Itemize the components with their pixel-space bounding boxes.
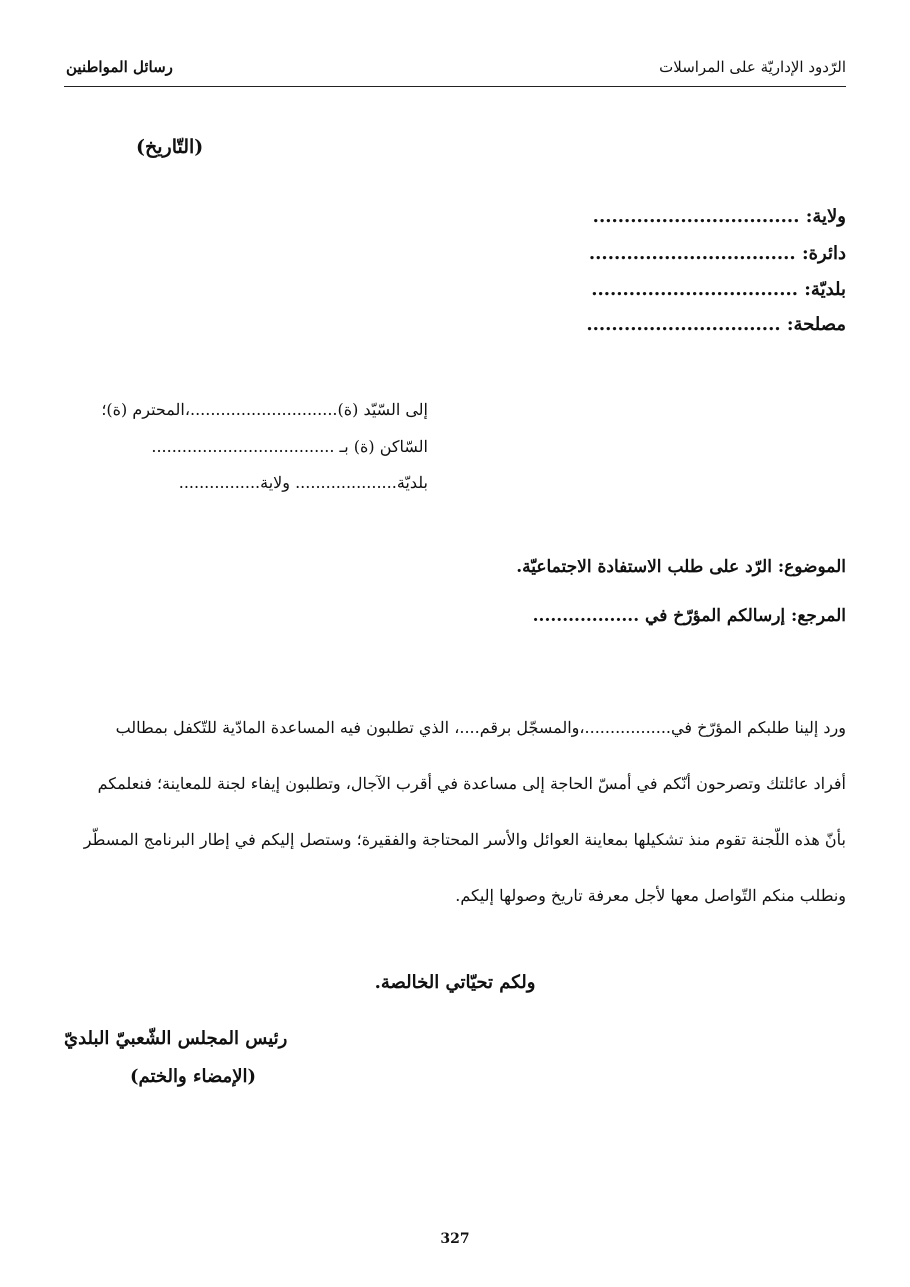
body-line: بأنّ هذه اللّجنة تقوم منذ تشكيلها بمعاينة العوائل والأسر المحتاجة والفقيرة؛ وستصل إليكم في إطار البرنامج المسطّر [83,830,846,849]
body-line: أفراد عائلتك وتصرحون أنّكم في أمسّ الحاجة إلى مساعدة في أقرب الآجال، وتطلبون إيفاء لجنة للمعاينة؛ فنعلمكم [97,774,846,793]
letter-subject: الموضوع: الرّد على طلب الاستفادة الاجتماعيّة. [516,557,846,577]
admin-wilaya: ولاية: ................................. [592,206,846,227]
recipient-location-line: بلديّة.................... ولاية................ [178,473,428,492]
admin-baladiya: بلديّة: ................................. [591,279,846,300]
signature-note: (الإمضاء والختم) [130,1066,256,1087]
letter-reference: المرجع: إرسالكم المؤرّخ في .................. [532,606,846,626]
admin-maslaha: مصلحة: ............................... [586,314,846,335]
header-divider [64,86,846,87]
body-line: ونطلب منكم التّواصل معها لأجل معرفة تاريخ وصولها إليكم. [455,886,846,905]
body-line: ورد إلينا طلبكم المؤرّخ في.................،والمسجّل برقم....، الذي تطلبون فيه المساعدة المادّية للتّكفل بمطالب [115,718,846,737]
closing-salutation: ولكم تحيّاتي الخالصة. [374,972,536,993]
header-right-title: الرّدود الإداريّة على المراسلات [659,58,846,76]
letter-body [66,700,846,924]
header-left-title: رسائل المواطنين [66,58,173,76]
page-number: 327 [440,1231,470,1247]
recipient-name-line: إلى السّيّد (ة).............................،المحترم (ة)؛ [101,400,428,419]
recipient-address-line: السّاكن (ة) بـ .................................... [151,437,428,456]
letter-date: (التّاريخ) [136,136,204,158]
signature-title: رئيس المجلس الشّعبيّ البلديّ [64,1028,288,1049]
admin-daira: دائرة: ................................. [588,243,846,264]
